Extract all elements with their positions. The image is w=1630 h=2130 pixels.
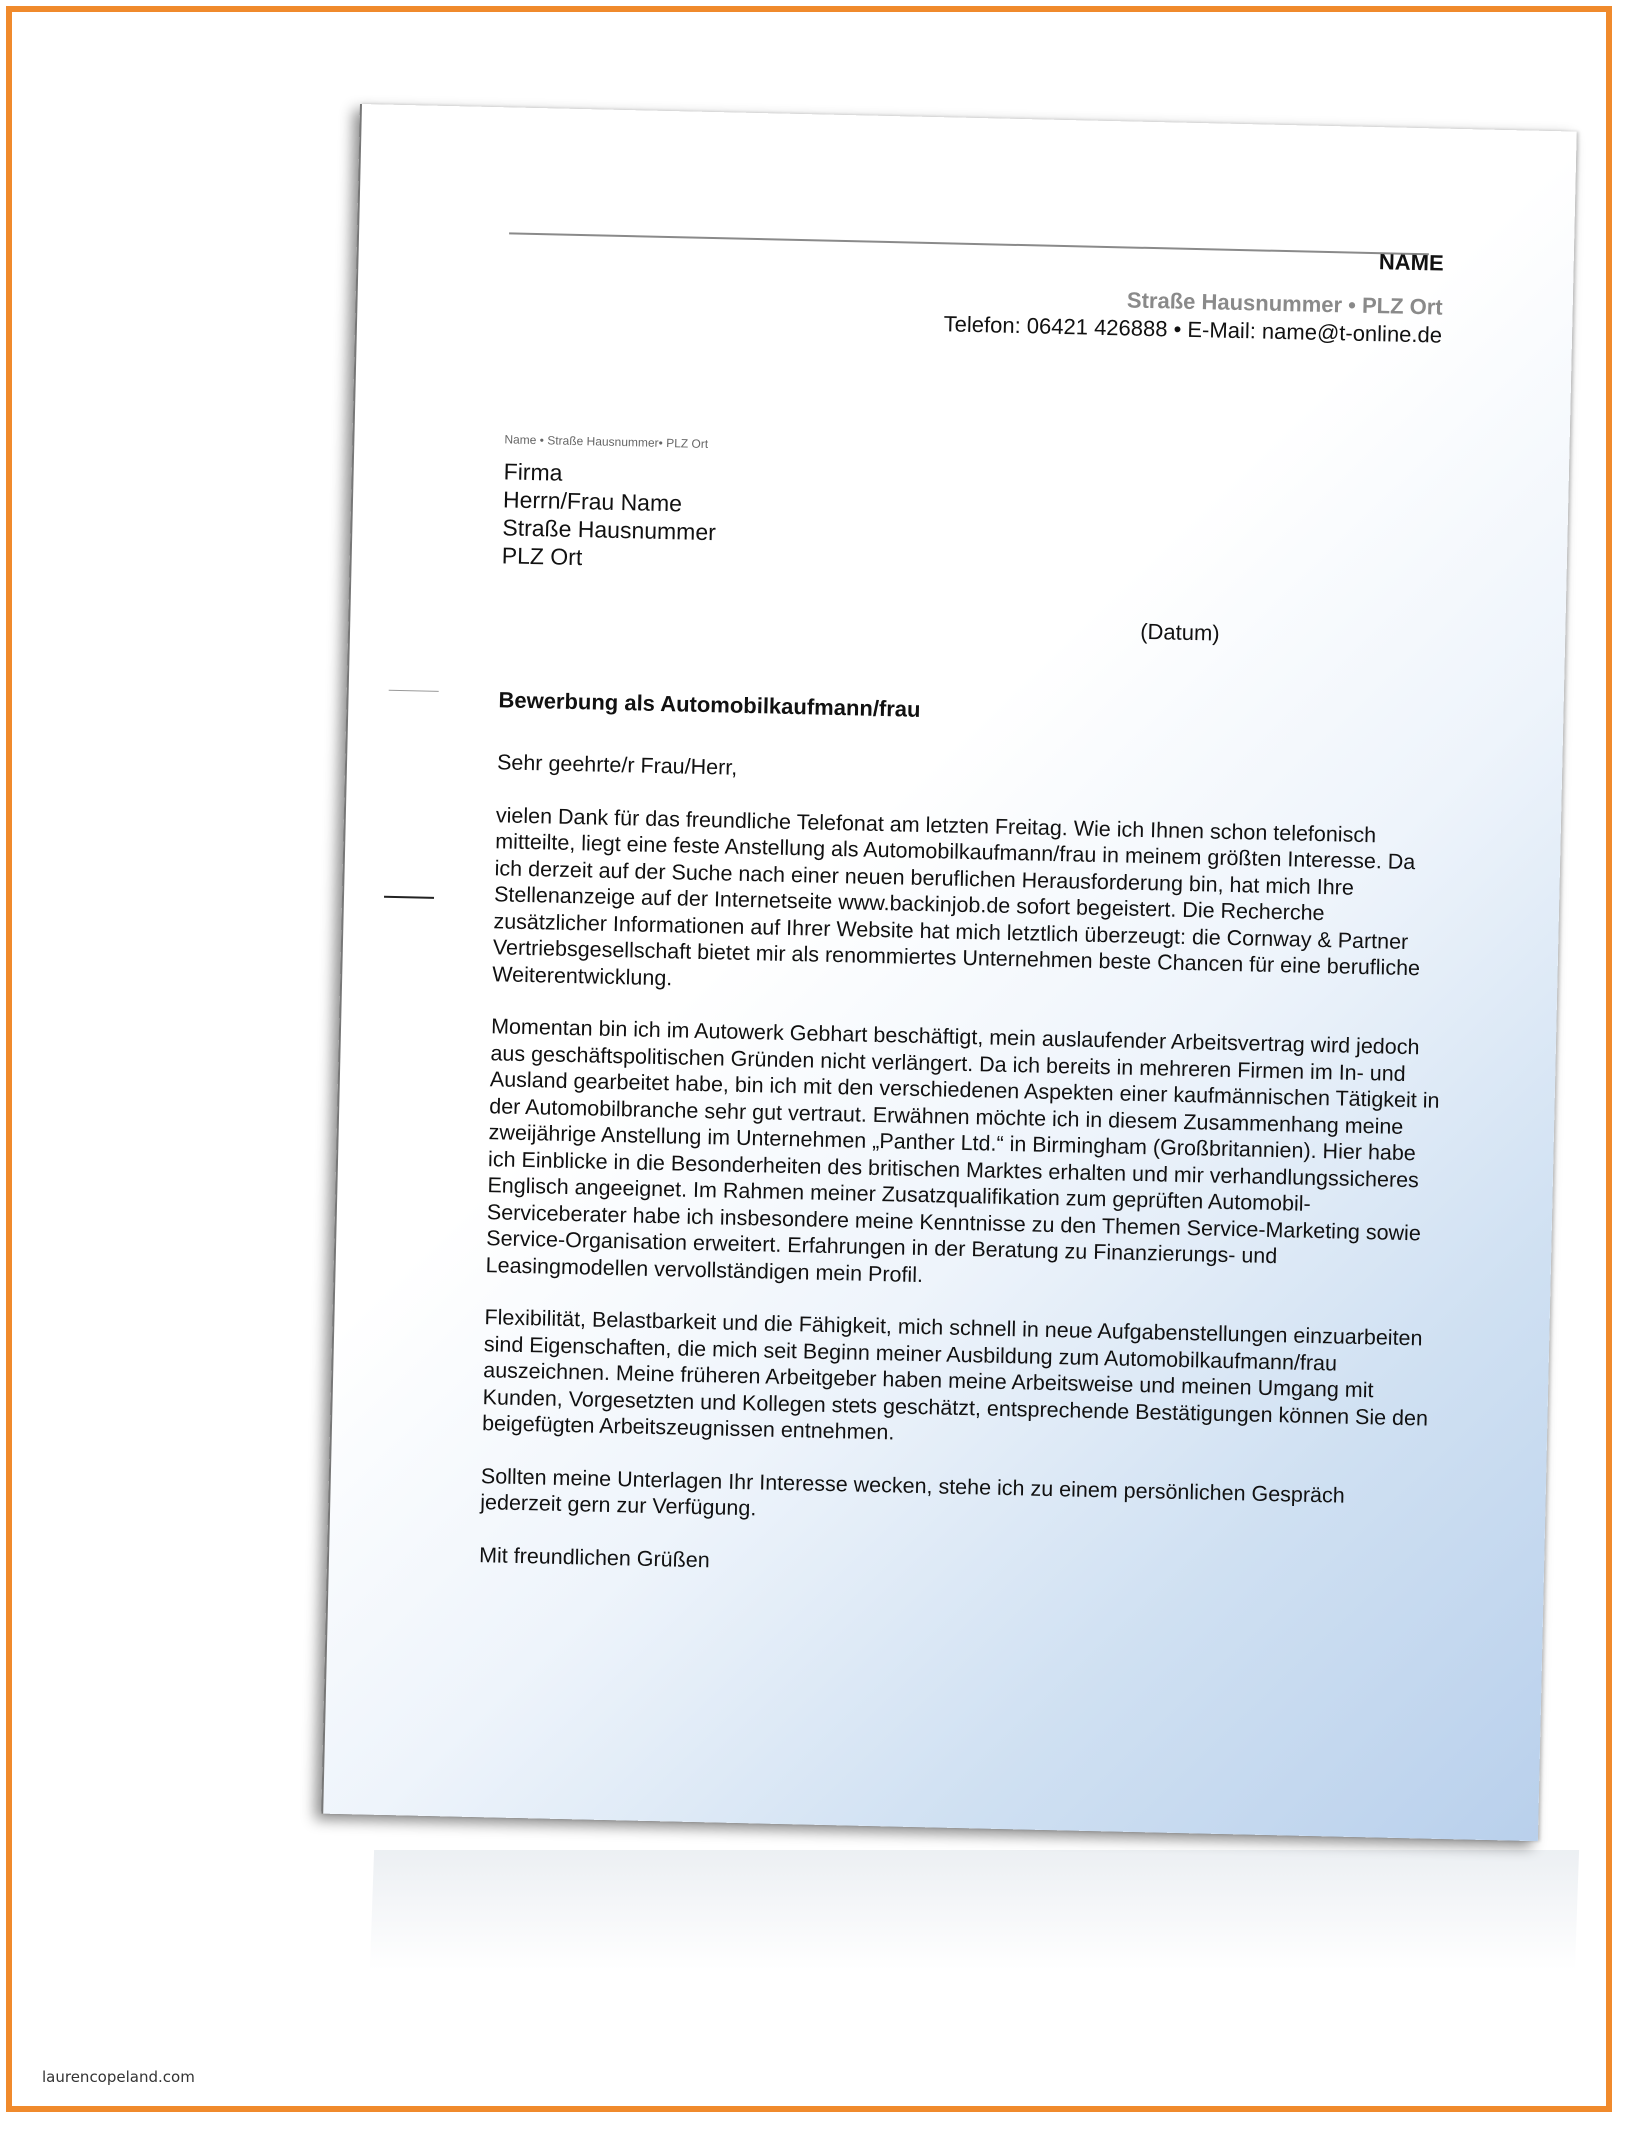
paragraph-2: Momentan bin ich im Autowerk Gebhart beschäftigt, mein auslaufender Arbeitsvertrag wird jedoch aus geschäftspolitischen Gründen nicht verlängert. Da ich bereits in mehreren Firmen im In- und Ausland gearbeitet habe, bin ich mit den verschiedenen Aspekten einer kaufmännischen Tätigkeit in der Automobilbranche sehr gut vertraut. Erwähnen möchte ich in diesem Zusammenhang meine zweijährige Anstellung im Unternehmen „Panther Ltd.“ in Birmingham (Großbritannien). Hier habe ich Einblicke in die Besonderheiten des britischen Marktes erhalten und mir verhandlungssicheres Englisch angeeignet. Im Rahmen meiner Zusatzqualifikation zum geprüften Automobil-Serviceberater habe ich insbesondere meine Kenntnisse zu den Themen Service-Marketing sowie Service-Organisation erweitert. Erfahrungen in der Beratung zu Finanzierungs- und Leasingmodellen vervollständigen mein Profil.: [485, 1014, 1440, 1287]
recipient-city: PLZ Ort: [501, 542, 583, 571]
sender-name: NAME: [1378, 249, 1444, 276]
header-rule: [509, 232, 1429, 255]
paragraph-4: Sollten meine Unterlagen Ihr Interesse wecken, stehe ich zu einem persönlichen Gespräch jederzeit gern zur Verfügung.: [480, 1463, 1346, 1521]
fold-mark: [389, 690, 439, 692]
paragraph-1: vielen Dank für das freundliche Telefonat am letzten Freitag. Wie ich Ihnen schon telefonisch mitteilte, liegt eine feste Anstellung als Automobilkaufmann/frau in meinem größten Interesse. Da ich derzeit auf der Suche nach einer neuen beruflichen Herausforderung bin, hat mich Ihre Stellenanzeige auf der Internetseite www.backinjob.de sofort begeistert. Die Recherche zusätzlicher Informationen auf Ihrer Website hat mich letztlich überzeugt: die Cornway & Partner Vertriebsgesellschaft bietet mir als renommiertes Unternehmen beste Chancen für eine berufliche Weiterentwicklung.: [492, 802, 1421, 990]
salutation: Sehr geehrte/r Frau/Herr,: [496, 750, 738, 780]
return-address: Name • Straße Hausnummer• PLZ Ort: [504, 432, 709, 451]
paragraph-3: Flexibilität, Belastbarkeit und die Fähigkeit, mich schnell in neue Aufgabenstellungen einzuarbeiten sind Eigenschaften, die mich seit Beginn meiner Ausbildung zum Automobilkaufmann/frau auszeichnen. Meine früheren Arbeitgeber haben meine Arbeitsweise und meinen Umgang mit Kunden, Vorgesetzten und Kollegen stets geschätzt, entsprechende Bestätigungen können Sie den beigefügten Arbeitszeugnissen entnehmen.: [481, 1305, 1429, 1445]
letter-date: (Datum): [1139, 618, 1220, 646]
recipient-person: Herrn/Frau Name: [502, 486, 683, 517]
letter-subject: Bewerbung als Automobilkaufmann/frau: [498, 687, 921, 722]
closing: Mit freundlichen Grüßen: [478, 1542, 710, 1572]
letter-page: [321, 104, 1576, 1841]
watermark: laurencopeland.com: [42, 2068, 195, 2086]
sender-contact: Telefon: 06421 426888 • E-Mail: name@t-online.de: [943, 311, 1443, 348]
recipient-street: Straße Hausnummer: [502, 514, 717, 546]
recipient-company: Firma: [503, 458, 563, 486]
page-reflection: [370, 1850, 1579, 1970]
punch-mark: [384, 896, 434, 899]
sender-address: Straße Hausnummer • PLZ Ort: [1126, 287, 1443, 320]
letter-body: [478, 749, 1447, 1615]
recipient-block: [501, 457, 717, 574]
